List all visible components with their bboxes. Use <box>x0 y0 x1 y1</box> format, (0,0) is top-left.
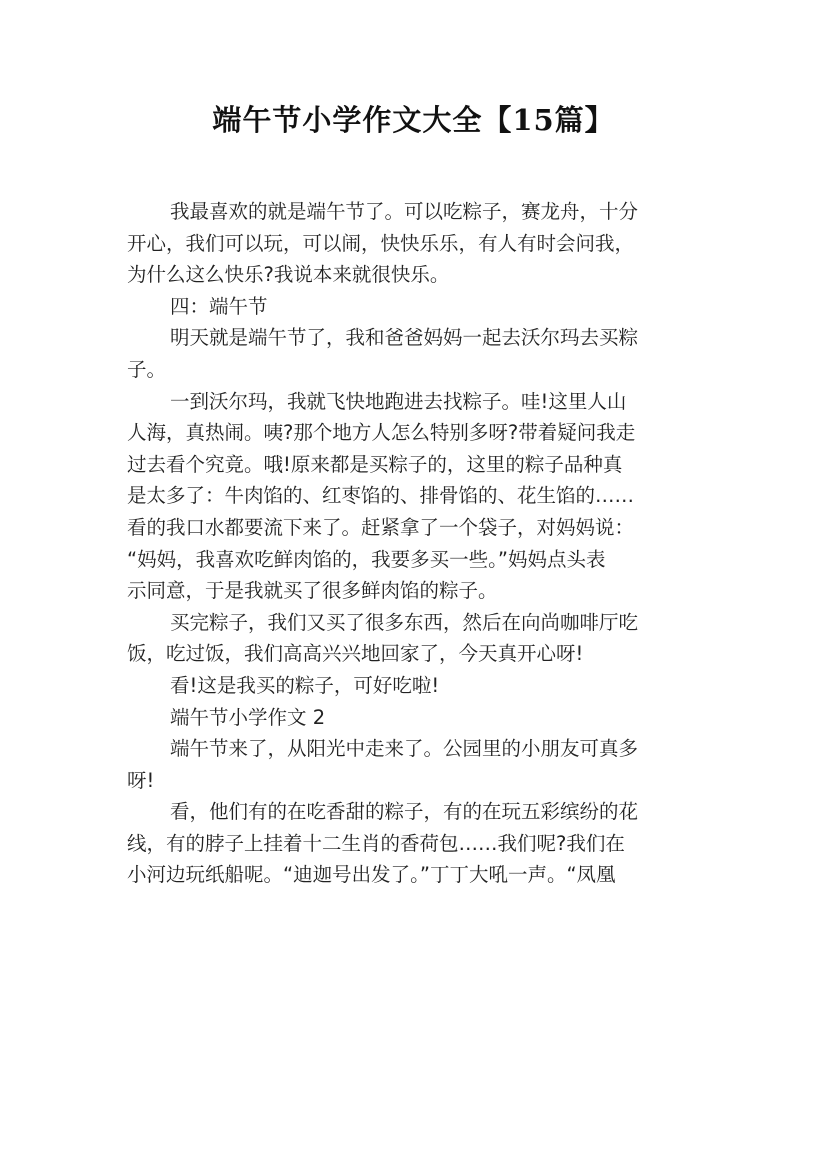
document-body <box>127 196 717 891</box>
text-line: 饭，吃过饭，我们高高兴兴地回家了，今天真开心呀! <box>127 642 584 666</box>
text-line: 看!这是我买的粽子，可好吃啦! <box>170 673 440 697</box>
text-line: 是太多了：牛肉馅的、红枣馅的、排骨馅的、花生馅的…… <box>127 484 635 508</box>
paragraph <box>127 386 717 607</box>
paragraph <box>127 796 717 891</box>
text-line: 示同意，于是我就买了很多鲜肉馅的粽子。 <box>127 579 498 603</box>
text-line: 线，有的脖子上挂着十二生肖的香荷包……我们呢?我们在 <box>127 831 625 855</box>
text-line: 人海，真热闹。咦?那个地方人怎么特别多呀?带着疑问我走 <box>127 421 636 445</box>
text-line: 一到沃尔玛，我就飞快地跑进去找粽子。哇!这里人山 <box>170 389 627 413</box>
text-line: 子。 <box>127 357 167 381</box>
paragraph <box>127 196 717 291</box>
paragraph <box>127 322 717 385</box>
text-line: 开心，我们可以玩，可以闹，快快乐乐，有人有时会问我， <box>127 231 635 255</box>
paragraph <box>127 670 717 702</box>
paragraph <box>127 291 717 323</box>
text-line: 为什么这么快乐?我说本来就很快乐。 <box>127 263 450 287</box>
text-line: 小河边玩纸船呢。“迪迦号出发了。”丁丁大吼一声。“凤凰 <box>127 863 616 887</box>
text-line: 过去看个究竟。哦!原来都是买粽子的，这里的粽子品种真 <box>127 452 623 476</box>
paragraph <box>127 607 717 670</box>
text-line: 我最喜欢的就是端午节了。可以吃粽子，赛龙舟，十分 <box>170 200 639 223</box>
text-line: 明天就是端午节了，我和爸爸妈妈一起去沃尔玛去买粽 <box>170 326 639 350</box>
section-heading: 端午节小学作文 2 <box>170 705 326 729</box>
paragraph <box>127 733 717 796</box>
text-line: 买完粽子，我们又买了很多东西，然后在向尚咖啡厅吃 <box>170 610 639 634</box>
document-title: 端午节小学作文大全【15篇】 <box>212 103 615 137</box>
text-line: 看，他们有的在吃香甜的粽子，有的在玩五彩缤纷的花 <box>170 800 639 824</box>
text-line: “妈妈，我喜欢吃鲜肉馅的，我要多买一些。”妈妈点头表 <box>127 547 606 571</box>
text-line: 看的我口水都要流下来了。赶紧拿了一个袋子，对妈妈说： <box>127 515 635 539</box>
text-line: 端午节来了，从阳光中走来了。公园里的小朋友可真多 <box>170 737 639 761</box>
paragraph <box>127 702 717 734</box>
text-line: 呀! <box>127 768 155 792</box>
text-line: 四：端午节 <box>170 294 268 318</box>
